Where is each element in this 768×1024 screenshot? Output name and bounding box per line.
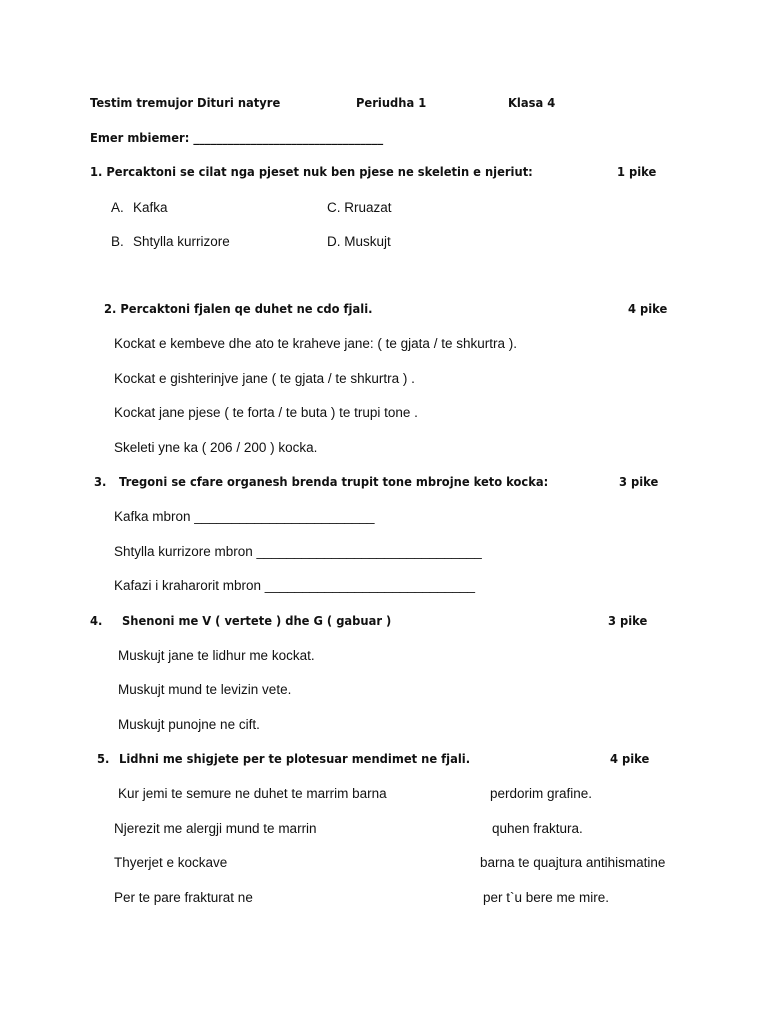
q5-left-item: Thyerjet e kockave	[114, 855, 228, 870]
test-title: Testim tremujor Dituri natyre	[90, 95, 281, 110]
q4-statement: Muskujt jane te lidhur me kockat.	[118, 648, 315, 663]
q1-option-c: C. Rruazat	[327, 200, 392, 215]
q1-option-b: Shtylla kurrizore	[133, 234, 230, 249]
q5-question: Lidhni me shigjete per te plotesuar mendimet ne fjali.	[119, 751, 471, 766]
q5-left-item: Kur jemi te semure ne duhet te marrim barna	[118, 786, 387, 801]
q2-line: Skeleti yne ka ( 206 / 200 ) kocka.	[114, 440, 318, 455]
q5-right-item: barna te quajtura antihismatine	[480, 855, 666, 870]
period-label: Periudha 1	[356, 95, 427, 110]
q2-question: 2. Percaktoni fjalen qe duhet ne cdo fjali.	[104, 301, 373, 316]
class-label: Klasa 4	[508, 95, 556, 110]
q2-line: Kockat e gishterinjve jane ( te gjata / te shkurtra ) .	[114, 371, 415, 386]
q5-left-item: Njerezit me alergji mund te marrin	[114, 821, 317, 836]
q5-right-item: quhen fraktura.	[492, 821, 583, 836]
q4-statement: Muskujt mund te levizin vete.	[118, 682, 292, 697]
q4-number: 4.	[90, 613, 103, 628]
q1-points: 1 pike	[617, 164, 657, 179]
q1-option-a: Kafka	[133, 200, 168, 215]
q2-line: Kockat jane pjese ( te forta / te buta ) te trupi tone .	[114, 405, 418, 420]
q1-question: 1. Percaktoni se cilat nga pjeset nuk ben pjese ne skeletin e njeriut:	[90, 164, 533, 179]
q2-points: 4 pike	[628, 301, 668, 316]
q1-option-b-letter: B.	[111, 234, 124, 249]
q3-question: Tregoni se cfare organesh brenda trupit tone mbrojne keto kocka:	[119, 474, 549, 489]
q5-points: 4 pike	[610, 751, 650, 766]
q4-statement: Muskujt punojne ne cift.	[118, 717, 260, 732]
q5-right-item: perdorim grafine.	[490, 786, 593, 801]
q5-number: 5.	[97, 751, 110, 766]
q3-number: 3.	[94, 474, 107, 489]
name-field-label: Emer mbiemer: _________________________________	[90, 130, 384, 145]
q5-right-item: per t`u bere me mire.	[483, 890, 610, 905]
q1-option-a-letter: A.	[111, 200, 124, 215]
q5-left-item: Per te pare frakturat ne	[114, 890, 253, 905]
q3-line: Kafazi i kraharorit mbron ____________________________	[114, 578, 476, 593]
q3-line: Shtylla kurrizore mbron ______________________________	[114, 544, 482, 559]
q3-line: Kafka mbron ________________________	[114, 509, 375, 524]
q3-points: 3 pike	[619, 474, 659, 489]
q2-line: Kockat e kembeve dhe ato te kraheve jane: ( te gjata / te shkurtra ).	[114, 336, 517, 351]
q4-points: 3 pike	[608, 613, 648, 628]
q4-question: Shenoni me V ( vertete ) dhe G ( gabuar )	[122, 613, 392, 628]
q1-option-d: D. Muskujt	[327, 234, 391, 249]
